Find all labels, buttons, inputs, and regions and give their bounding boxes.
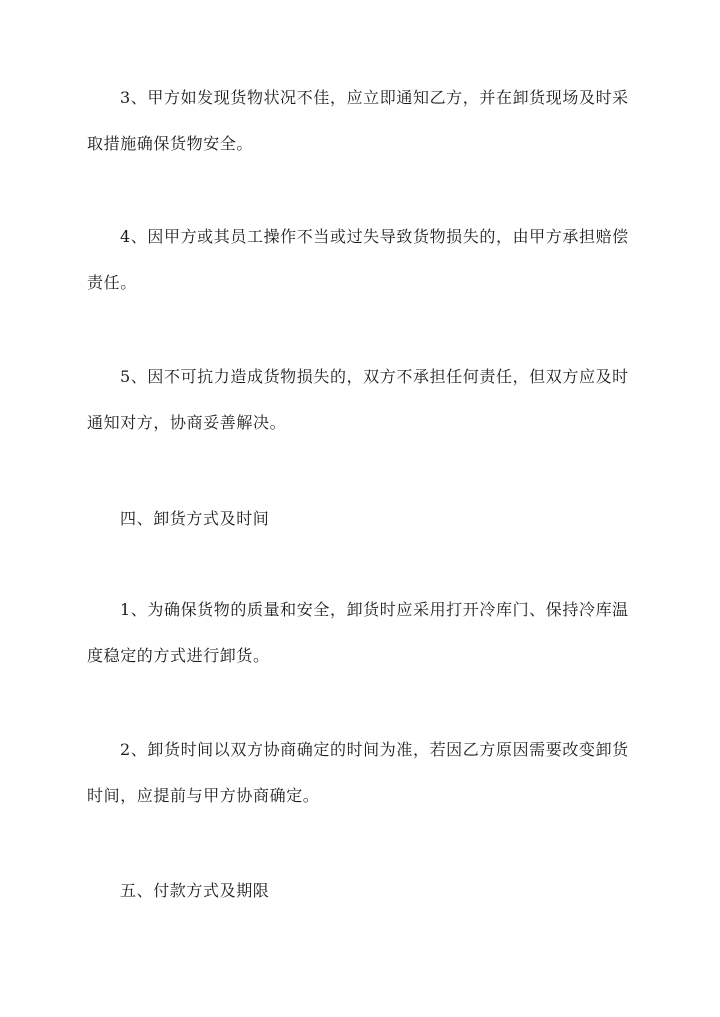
clause-4-paragraph: 4、因甲方或其员工操作不当或过失导致货物损失的，由甲方承担赔偿责任。 xyxy=(87,227,629,292)
section-5-heading: 五、付款方式及期限 xyxy=(120,881,270,900)
clause-3-paragraph: 3、甲方如发现货物状况不佳，应立即通知乙方，并在卸货现场及时采取措施确保货物安全。 xyxy=(87,88,629,153)
section-4-heading: 四、卸货方式及时间 xyxy=(120,509,270,528)
clause-5-paragraph: 5、因不可抗力造成货物损失的，双方不承担任何责任，但双方应及时通知对方，协商妥善解决。 xyxy=(87,367,629,432)
section-4-clause-1-paragraph: 1、为确保货物的质量和安全，卸货时应采用打开冷库门、保持冷库温度稳定的方式进行卸货。 xyxy=(87,600,629,665)
section-4-clause-2-paragraph: 2、卸货时间以双方协商确定的时间为准，若因乙方原因需要改变卸货时间，应提前与甲方协商确定。 xyxy=(87,740,629,805)
